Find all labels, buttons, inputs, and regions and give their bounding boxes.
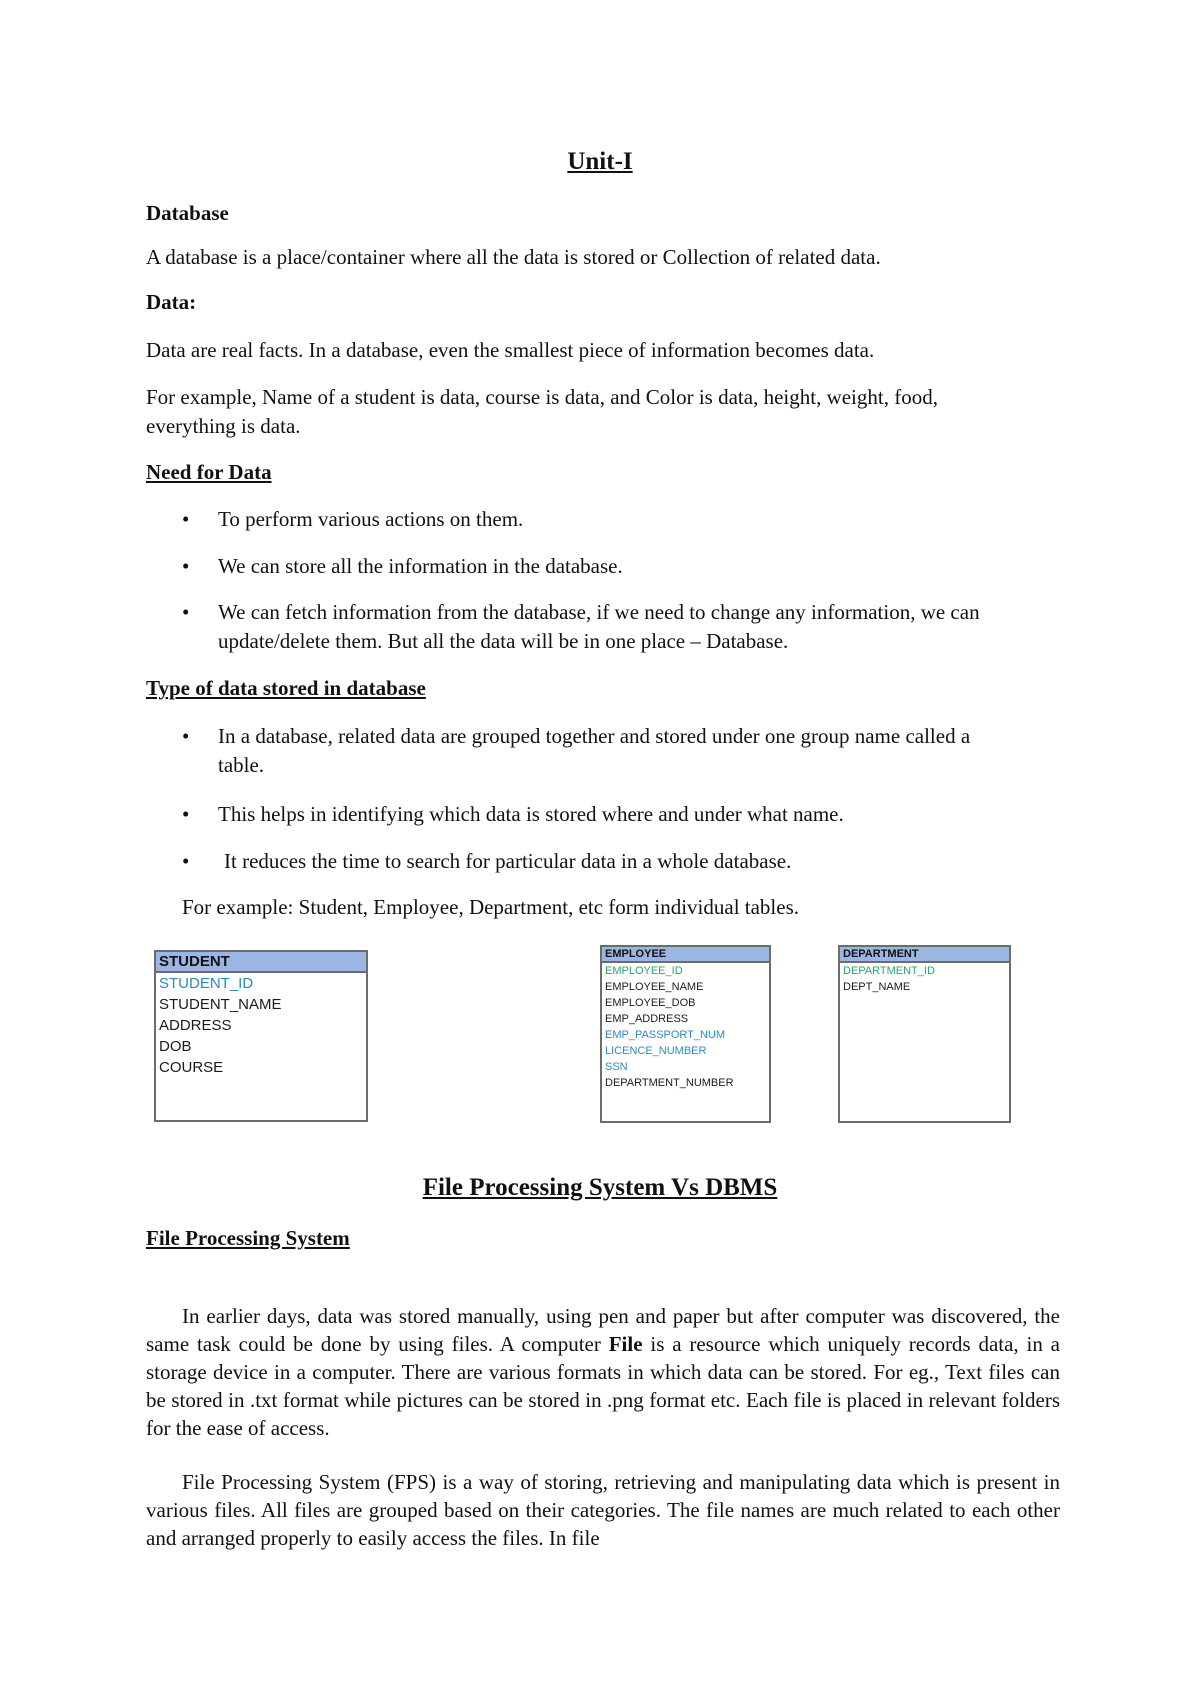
employee-field: EMPLOYEE_ID bbox=[605, 965, 683, 977]
database-definition: A database is a place/container where all the data is stored or Collection of related data. bbox=[146, 245, 881, 269]
employee-field: EMPLOYEE_NAME bbox=[605, 981, 704, 993]
data-heading: Data: bbox=[146, 290, 197, 314]
bullet-text: We can fetch information from the database, if we need to change any information, we can update/delete them. But all the data will be in one place – Database. bbox=[218, 600, 980, 653]
type-of-data-heading: Type of data stored in database bbox=[146, 676, 426, 700]
department-field: DEPARTMENT_ID bbox=[843, 965, 935, 977]
department-table-name: DEPARTMENT bbox=[840, 947, 1009, 963]
fps-vs-dbms-title: File Processing System Vs DBMS bbox=[422, 1174, 778, 1201]
employee-field: SSN bbox=[605, 1061, 628, 1073]
bullet-text: To perform various actions on them. bbox=[218, 507, 524, 531]
fps-paragraph-1-part2: is a resource which uniquely records data, in a storage device in a computer. There are various formats in which data can be stored. For eg., Text files can be stored in .txt format while pictures can be stored in .png format etc. Each file is placed in relevant folders for the ease of access. bbox=[146, 1332, 1060, 1440]
department-table bbox=[838, 945, 1011, 1123]
department-field: DEPT_NAME bbox=[843, 981, 911, 993]
bullet-dot-icon: • bbox=[182, 600, 190, 624]
employee-field: LICENCE_NUMBER bbox=[605, 1045, 707, 1057]
database-heading: Database bbox=[146, 201, 229, 225]
fps-paragraph-1-part1: In earlier days, data was stored manually, using pen and paper but after computer was discovered, the same task could be done by using files. A computer bbox=[146, 1304, 1060, 1356]
bullet-text: We can store all the information in the database. bbox=[218, 554, 623, 578]
employee-table bbox=[600, 945, 771, 1123]
student-field: DOB bbox=[159, 1038, 192, 1055]
fps-subheading: File Processing System bbox=[146, 1226, 350, 1250]
tables-example: For example: Student, Employee, Department, etc form individual tables. bbox=[182, 895, 800, 919]
file-term: File bbox=[608, 1332, 643, 1356]
fps-paragraph-2: File Processing System (FPS) is a way of storing, retrieving and manipulating data which is present in various files. All files are grouped based on their categories. The file names are much related to each other and arranged properly to easily access the files. In file bbox=[146, 1470, 1060, 1550]
employee-field: EMP_ADDRESS bbox=[605, 1013, 689, 1025]
bullet-text: It reduces the time to search for particular data in a whole database. bbox=[224, 849, 792, 873]
bullet-dot-icon: • bbox=[182, 802, 190, 826]
bullet-dot-icon: • bbox=[182, 849, 190, 873]
bullet-text: In a database, related data are grouped together and stored under one group name called a table. bbox=[218, 724, 971, 777]
need-for-data-heading: Need for Data bbox=[146, 460, 272, 484]
unit-title: Unit-I bbox=[567, 148, 633, 175]
bullet-dot-icon: • bbox=[182, 554, 190, 578]
employee-table-name: EMPLOYEE bbox=[602, 947, 769, 963]
student-field: COURSE bbox=[159, 1059, 224, 1076]
student-table bbox=[154, 950, 368, 1122]
bullet-text: This helps in identifying which data is stored where and under what name. bbox=[218, 802, 844, 826]
bullet-dot-icon: • bbox=[182, 507, 190, 531]
student-field: ADDRESS bbox=[159, 1017, 232, 1034]
employee-field: DEPARTMENT_NUMBER bbox=[605, 1077, 734, 1089]
fps-paragraph-1 bbox=[146, 1302, 1060, 1442]
data-definition: Data are real facts. In a database, even the smallest piece of information becomes data. bbox=[146, 338, 875, 362]
student-table-name: STUDENT bbox=[156, 952, 366, 973]
bullet-dot-icon: • bbox=[182, 724, 190, 748]
student-field: STUDENT_ID bbox=[159, 975, 254, 992]
employee-field: EMPLOYEE_DOB bbox=[605, 997, 696, 1009]
data-example: For example, Name of a student is data, course is data, and Color is data, height, weight, food, everything is data. bbox=[146, 385, 938, 438]
employee-field: EMP_PASSPORT_NUM bbox=[605, 1029, 726, 1041]
student-field: STUDENT_NAME bbox=[159, 996, 282, 1013]
